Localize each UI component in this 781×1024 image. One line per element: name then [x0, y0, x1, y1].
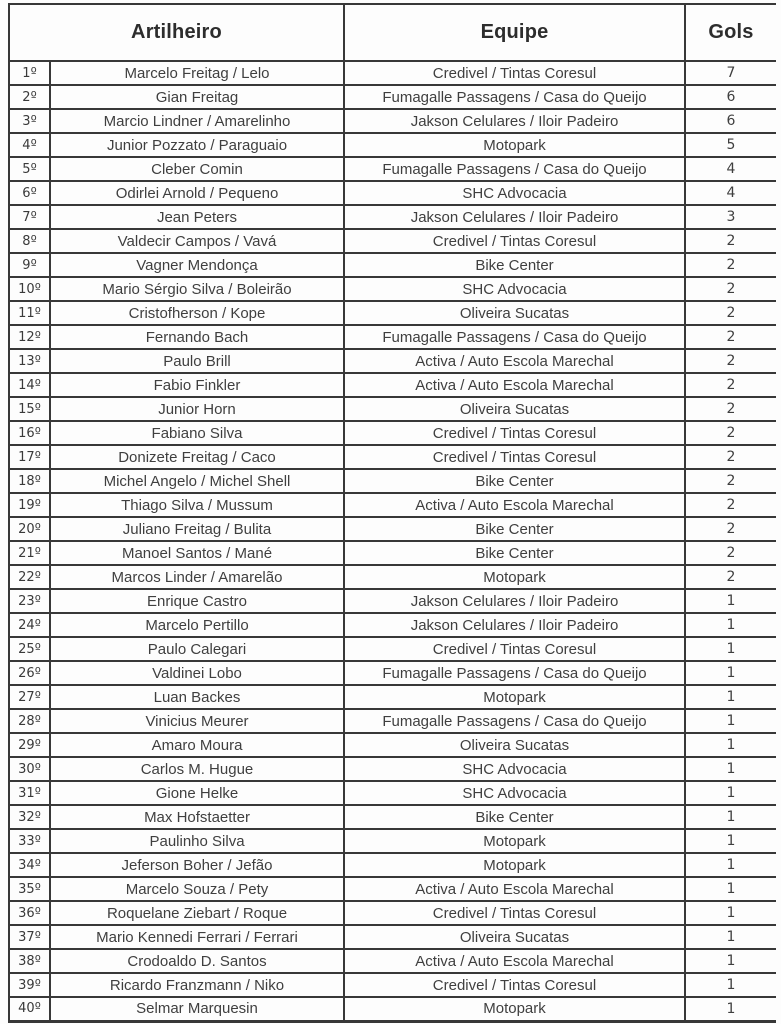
rank-cell: 3º	[9, 109, 50, 133]
team-cell: Motopark	[344, 133, 685, 157]
player-cell: Fernando Bach	[50, 325, 344, 349]
rank-cell: 17º	[9, 445, 50, 469]
player-cell: Valdecir Campos / Vavá	[50, 229, 344, 253]
team-cell: Activa / Auto Escola Marechal	[344, 349, 685, 373]
team-cell: Activa / Auto Escola Marechal	[344, 373, 685, 397]
player-cell: Amaro Moura	[50, 733, 344, 757]
player-cell: Manoel Santos / Mané	[50, 541, 344, 565]
player-cell: Enrique Castro	[50, 589, 344, 613]
gols-cell: 2	[685, 565, 776, 589]
team-cell: Fumagalle Passagens / Casa do Queijo	[344, 325, 685, 349]
gols-cell: 1	[685, 853, 776, 877]
gols-cell: 2	[685, 517, 776, 541]
player-cell: Odirlei Arnold / Pequeno	[50, 181, 344, 205]
rank-cell: 21º	[9, 541, 50, 565]
rank-cell: 7º	[9, 205, 50, 229]
gols-cell: 1	[685, 949, 776, 973]
player-cell: Selmar Marquesin	[50, 997, 344, 1021]
table-row	[9, 757, 776, 781]
player-cell: Jean Peters	[50, 205, 344, 229]
gols-cell: 4	[685, 181, 776, 205]
table-row	[9, 469, 776, 493]
player-cell: Thiago Silva / Mussum	[50, 493, 344, 517]
table-row	[9, 973, 776, 997]
gols-cell: 6	[685, 85, 776, 109]
player-cell: Crodoaldo D. Santos	[50, 949, 344, 973]
gols-cell: 2	[685, 469, 776, 493]
table-row	[9, 493, 776, 517]
team-cell: Oliveira Sucatas	[344, 733, 685, 757]
table-row	[9, 877, 776, 901]
player-cell: Carlos M. Hugue	[50, 757, 344, 781]
rank-cell: 35º	[9, 877, 50, 901]
table-row	[9, 781, 776, 805]
gols-cell: 1	[685, 661, 776, 685]
player-cell: Vagner Mendonça	[50, 253, 344, 277]
header-artilheiro: Artilheiro	[9, 4, 344, 61]
rank-cell: 16º	[9, 421, 50, 445]
table-row	[9, 901, 776, 925]
scorers-sheet	[8, 3, 776, 1023]
player-cell: Ricardo Franzmann / Niko	[50, 973, 344, 997]
table-row	[9, 541, 776, 565]
player-cell: Max Hofstaetter	[50, 805, 344, 829]
team-cell: Credivel / Tintas Coresul	[344, 637, 685, 661]
rank-cell: 5º	[9, 157, 50, 181]
table-row	[9, 277, 776, 301]
team-cell: Fumagalle Passagens / Casa do Queijo	[344, 85, 685, 109]
team-cell: Fumagalle Passagens / Casa do Queijo	[344, 157, 685, 181]
team-cell: SHC Advocacia	[344, 781, 685, 805]
player-cell: Vinicius Meurer	[50, 709, 344, 733]
header-equipe: Equipe	[344, 4, 685, 61]
scorers-table	[8, 3, 776, 1023]
team-cell: Oliveira Sucatas	[344, 397, 685, 421]
table-row	[9, 205, 776, 229]
table-row	[9, 805, 776, 829]
gols-cell: 2	[685, 493, 776, 517]
team-cell: Motopark	[344, 685, 685, 709]
table-row	[9, 949, 776, 973]
team-cell: Bike Center	[344, 517, 685, 541]
table-row	[9, 733, 776, 757]
rank-cell: 2º	[9, 85, 50, 109]
player-cell: Paulo Brill	[50, 349, 344, 373]
rank-cell: 31º	[9, 781, 50, 805]
rank-cell: 33º	[9, 829, 50, 853]
team-cell: Motopark	[344, 997, 685, 1021]
rank-cell: 29º	[9, 733, 50, 757]
gols-cell: 1	[685, 925, 776, 949]
player-cell: Jeferson Boher / Jefão	[50, 853, 344, 877]
gols-cell: 2	[685, 445, 776, 469]
gols-cell: 2	[685, 253, 776, 277]
team-cell: Motopark	[344, 829, 685, 853]
player-cell: Gione Helke	[50, 781, 344, 805]
rank-cell: 18º	[9, 469, 50, 493]
team-cell: Activa / Auto Escola Marechal	[344, 949, 685, 973]
header-row	[9, 4, 776, 61]
team-cell: Credivel / Tintas Coresul	[344, 61, 685, 85]
rank-cell: 11º	[9, 301, 50, 325]
table-row	[9, 61, 776, 85]
player-cell: Marcelo Souza / Pety	[50, 877, 344, 901]
player-cell: Roquelane Ziebart / Roque	[50, 901, 344, 925]
team-cell: SHC Advocacia	[344, 757, 685, 781]
player-cell: Junior Pozzato / Paraguaio	[50, 133, 344, 157]
gols-cell: 2	[685, 541, 776, 565]
rank-cell: 23º	[9, 589, 50, 613]
player-cell: Marcio Lindner / Amarelinho	[50, 109, 344, 133]
gols-cell: 2	[685, 349, 776, 373]
player-cell: Marcelo Freitag / Lelo	[50, 61, 344, 85]
team-cell: Credivel / Tintas Coresul	[344, 973, 685, 997]
table-row	[9, 685, 776, 709]
table-row	[9, 397, 776, 421]
table-row	[9, 637, 776, 661]
table-row	[9, 925, 776, 949]
rank-cell: 36º	[9, 901, 50, 925]
team-cell: Credivel / Tintas Coresul	[344, 421, 685, 445]
rank-cell: 30º	[9, 757, 50, 781]
player-cell: Cristofherson / Kope	[50, 301, 344, 325]
rank-cell: 39º	[9, 973, 50, 997]
team-cell: SHC Advocacia	[344, 277, 685, 301]
table-row	[9, 517, 776, 541]
gols-cell: 3	[685, 205, 776, 229]
rank-cell: 40º	[9, 997, 50, 1021]
rank-cell: 32º	[9, 805, 50, 829]
table-row	[9, 85, 776, 109]
gols-cell: 2	[685, 325, 776, 349]
table-row	[9, 709, 776, 733]
rank-cell: 1º	[9, 61, 50, 85]
team-cell: Activa / Auto Escola Marechal	[344, 493, 685, 517]
table-row	[9, 373, 776, 397]
team-cell: Fumagalle Passagens / Casa do Queijo	[344, 709, 685, 733]
table-row	[9, 997, 776, 1021]
rank-cell: 12º	[9, 325, 50, 349]
team-cell: Jakson Celulares / Iloir Padeiro	[344, 613, 685, 637]
rank-cell: 8º	[9, 229, 50, 253]
table-row	[9, 229, 776, 253]
gols-cell: 1	[685, 685, 776, 709]
player-cell: Marcelo Pertillo	[50, 613, 344, 637]
gols-cell: 7	[685, 61, 776, 85]
table-row	[9, 589, 776, 613]
gols-cell: 1	[685, 613, 776, 637]
team-cell: Credivel / Tintas Coresul	[344, 445, 685, 469]
table-row	[9, 181, 776, 205]
rank-cell: 9º	[9, 253, 50, 277]
table-header	[9, 4, 776, 61]
gols-cell: 1	[685, 901, 776, 925]
player-cell: Paulo Calegari	[50, 637, 344, 661]
player-cell: Mario Sérgio Silva / Boleirão	[50, 277, 344, 301]
gols-cell: 2	[685, 397, 776, 421]
team-cell: Jakson Celulares / Iloir Padeiro	[344, 205, 685, 229]
table-row	[9, 853, 776, 877]
gols-cell: 1	[685, 757, 776, 781]
rank-cell: 27º	[9, 685, 50, 709]
rank-cell: 24º	[9, 613, 50, 637]
rank-cell: 37º	[9, 925, 50, 949]
gols-cell: 1	[685, 589, 776, 613]
gols-cell: 6	[685, 109, 776, 133]
player-cell: Junior Horn	[50, 397, 344, 421]
rank-cell: 38º	[9, 949, 50, 973]
gols-cell: 1	[685, 709, 776, 733]
player-cell: Fabio Finkler	[50, 373, 344, 397]
rank-cell: 14º	[9, 373, 50, 397]
gols-cell: 2	[685, 277, 776, 301]
team-cell: Bike Center	[344, 805, 685, 829]
rank-cell: 34º	[9, 853, 50, 877]
team-cell: Activa / Auto Escola Marechal	[344, 877, 685, 901]
gols-cell: 2	[685, 301, 776, 325]
team-cell: Motopark	[344, 853, 685, 877]
table-row	[9, 445, 776, 469]
rank-cell: 19º	[9, 493, 50, 517]
player-cell: Fabiano Silva	[50, 421, 344, 445]
rank-cell: 22º	[9, 565, 50, 589]
rank-cell: 20º	[9, 517, 50, 541]
team-cell: Jakson Celulares / Iloir Padeiro	[344, 589, 685, 613]
gols-cell: 1	[685, 829, 776, 853]
player-cell: Donizete Freitag / Caco	[50, 445, 344, 469]
player-cell: Michel Angelo / Michel Shell	[50, 469, 344, 493]
rank-cell: 10º	[9, 277, 50, 301]
player-cell: Cleber Comin	[50, 157, 344, 181]
rank-cell: 26º	[9, 661, 50, 685]
player-cell: Mario Kennedi Ferrari / Ferrari	[50, 925, 344, 949]
team-cell: Bike Center	[344, 253, 685, 277]
table-row	[9, 613, 776, 637]
gols-cell: 1	[685, 805, 776, 829]
gols-cell: 1	[685, 781, 776, 805]
table-body	[9, 61, 776, 1021]
player-cell: Marcos Linder / Amarelão	[50, 565, 344, 589]
table-row	[9, 565, 776, 589]
table-row	[9, 829, 776, 853]
team-cell: Bike Center	[344, 469, 685, 493]
gols-cell: 1	[685, 997, 776, 1021]
header-gols: Gols	[685, 4, 776, 61]
player-cell: Valdinei Lobo	[50, 661, 344, 685]
table-row	[9, 109, 776, 133]
team-cell: SHC Advocacia	[344, 181, 685, 205]
gols-cell: 1	[685, 973, 776, 997]
team-cell: Credivel / Tintas Coresul	[344, 901, 685, 925]
team-cell: Motopark	[344, 565, 685, 589]
team-cell: Bike Center	[344, 541, 685, 565]
table-row	[9, 349, 776, 373]
rank-cell: 28º	[9, 709, 50, 733]
rank-cell: 6º	[9, 181, 50, 205]
gols-cell: 1	[685, 877, 776, 901]
player-cell: Paulinho Silva	[50, 829, 344, 853]
player-cell: Luan Backes	[50, 685, 344, 709]
gols-cell: 1	[685, 733, 776, 757]
table-row	[9, 253, 776, 277]
table-row	[9, 661, 776, 685]
gols-cell: 1	[685, 637, 776, 661]
gols-cell: 2	[685, 229, 776, 253]
gols-cell: 2	[685, 373, 776, 397]
team-cell: Oliveira Sucatas	[344, 925, 685, 949]
rank-cell: 25º	[9, 637, 50, 661]
rank-cell: 4º	[9, 133, 50, 157]
gols-cell: 4	[685, 157, 776, 181]
gols-cell: 5	[685, 133, 776, 157]
table-row	[9, 421, 776, 445]
table-row	[9, 301, 776, 325]
rank-cell: 15º	[9, 397, 50, 421]
player-cell: Juliano Freitag / Bulita	[50, 517, 344, 541]
gols-cell: 2	[685, 421, 776, 445]
table-row	[9, 133, 776, 157]
table-row	[9, 325, 776, 349]
team-cell: Oliveira Sucatas	[344, 301, 685, 325]
player-cell: Gian Freitag	[50, 85, 344, 109]
table-row	[9, 157, 776, 181]
team-cell: Credivel / Tintas Coresul	[344, 229, 685, 253]
team-cell: Jakson Celulares / Iloir Padeiro	[344, 109, 685, 133]
team-cell: Fumagalle Passagens / Casa do Queijo	[344, 661, 685, 685]
rank-cell: 13º	[9, 349, 50, 373]
